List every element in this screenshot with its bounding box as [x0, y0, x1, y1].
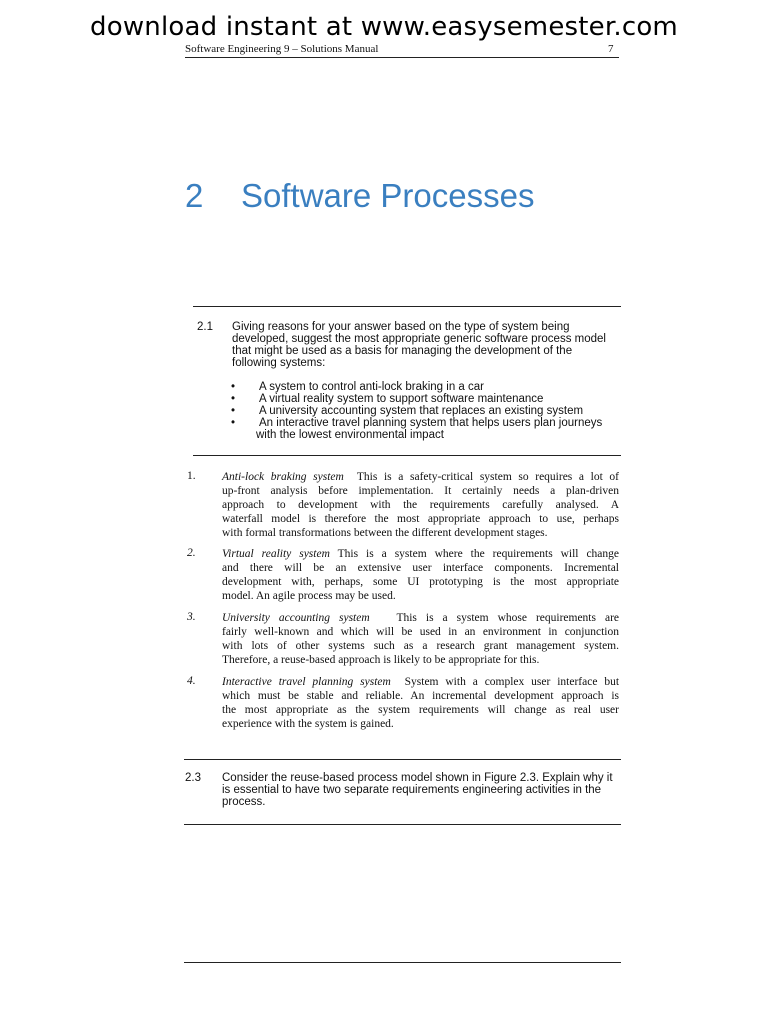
answer-number: 3.	[187, 611, 196, 623]
question-line: is essential to have two separate requirements engineering activities in the	[222, 784, 602, 796]
bullet-dot: •	[231, 417, 236, 429]
question-rule-top	[193, 306, 621, 307]
question-rule-bottom	[184, 824, 621, 825]
bullet-text: A university accounting system that replaces an existing system	[259, 405, 584, 417]
bullet-dot: •	[231, 405, 236, 417]
bullet-text: A system to control anti-lock braking in a car	[259, 381, 484, 393]
chapter-title: Software Processes	[241, 177, 535, 214]
bullet-text: A virtual reality system to support software maintenance	[259, 393, 544, 405]
answer-paragraph: University accounting system This is a system whose requirements are fairly well-known and which will be used in an environment in conjunction with lots of other systems such as a research grant management system. Therefore, a reuse-based approach is likely to be appropriate for this.	[222, 612, 620, 666]
answer-number: 4.	[187, 675, 196, 687]
answer-label: University accounting system	[222, 612, 370, 624]
answer-paragraph: Interactive travel planning system System with a complex user interface but which must be stable and reliable. An incremental development approach is the most appropriate as the system requirements will change as real user experience with the system is gained.	[222, 676, 620, 730]
question-line: process.	[222, 796, 266, 808]
question-line: that might be used as a basis for managing the development of the	[232, 345, 573, 357]
question-text	[222, 772, 613, 808]
answer-paragraph: Virtual reality system This is a system where the requirements will change and there will be an extensive user interface components. Incremental development with, perhaps, some UI prototyping is the most appropriate model. An agile process may be used.	[222, 548, 620, 602]
chapter-number: 2	[185, 177, 204, 214]
running-header-title: Software Engineering 9 – Solutions Manual	[185, 43, 379, 55]
answer-label: Interactive travel planning system	[222, 676, 391, 688]
question-line: following systems:	[232, 357, 326, 369]
question-text	[232, 321, 606, 369]
page-number: 7	[608, 43, 614, 55]
bullet-text: An interactive travel planning system that helps users plan journeys	[259, 417, 603, 429]
chapter-heading	[185, 177, 534, 215]
question-line: Consider the reuse-based process model shown in Figure 2.3. Explain why it	[222, 772, 613, 784]
answer-label: Anti-lock braking system	[222, 471, 344, 483]
answer-label: Virtual reality system	[222, 548, 330, 560]
answer-paragraph: Anti-lock braking system This is a safety-critical system so requires a lot of up-front analysis before implementation. It certainly needs a plan-driven approach to development with the requirements carefully analysed. A waterfall model is therefore the most appropriate approach to use, perhaps with formal transformations between the different development stages.	[222, 471, 619, 539]
answer-area-rule	[184, 962, 621, 963]
question-line: Giving reasons for your answer based on the type of system being	[232, 321, 570, 333]
header-rule	[185, 57, 619, 58]
question-rule-top	[184, 759, 621, 760]
question-number: 2.1	[197, 321, 213, 333]
bullet-text-continued: with the lowest environmental impact	[256, 429, 444, 441]
answer-number: 1.	[187, 470, 196, 482]
download-banner: download instant at www.easysemester.com	[90, 12, 678, 42]
answer-number: 2.	[187, 547, 196, 559]
question-line: developed, suggest the most appropriate generic software process model	[232, 333, 606, 345]
bullet-dot: •	[231, 393, 236, 405]
question-number: 2.3	[185, 772, 201, 784]
bullet-dot: •	[231, 381, 236, 393]
question-rule-bottom	[193, 455, 621, 456]
